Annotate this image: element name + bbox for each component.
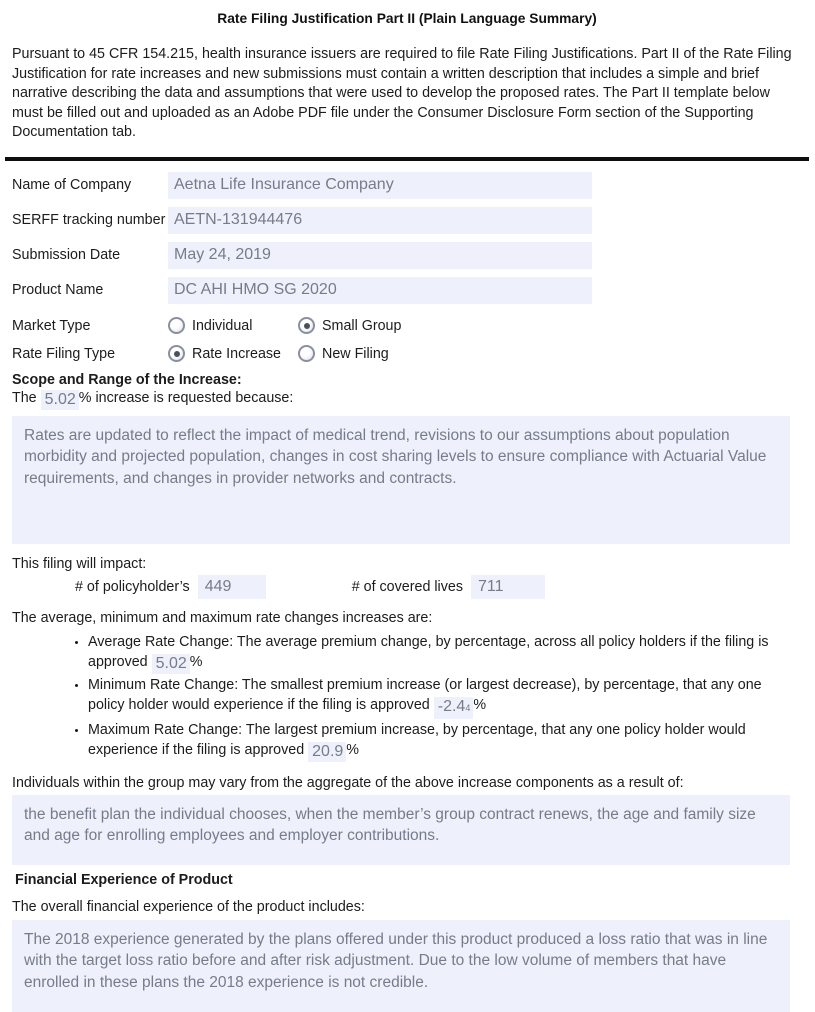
submission-date-label: Submission Date [12,247,121,263]
minimum-rate-change-field[interactable] [434,697,474,719]
impact-counts-row [12,575,802,599]
page-title: Rate Filing Justification Part II (Plain Language Summary) [217,11,597,26]
rate-filing-option-increase [168,345,298,362]
serff-number-field[interactable]: AETN-131944476 [168,207,592,234]
rate-filing-type-label: Rate Filing Type [12,345,116,362]
rate-increase-radio-label: Rate Increase [192,345,282,362]
policyholders-count-field[interactable]: 449 [198,575,266,599]
market-type-option-small-group [298,317,401,334]
product-name-label: Product Name [12,282,104,298]
section-divider [5,157,809,161]
scope-sentence-prefix: The [12,389,37,406]
financial-subheading: The overall financial experience of the product includes: [12,898,365,915]
company-name-label: Name of Company [12,177,132,193]
policyholders-label: # of policyholder’s [75,578,190,595]
serff-number-row [12,207,802,234]
impact-heading: This filing will impact: [12,555,147,572]
individual-radio[interactable] [168,317,185,334]
submission-date-row [12,242,802,269]
maximum-rate-change-text: Maximum Rate Change: The largest premium increase, by percentage, that any one policy holder would experience if the filing is approved [88,721,746,758]
serff-number-label: SERFF tracking number [12,212,166,228]
variation-textarea[interactable]: the benefit plan the individual chooses, when the member’s group contract renews, the age and family size and age for enrolling employees and employer contributions. [12,795,790,865]
company-name-field[interactable]: Aetna Life Insurance Company [168,172,592,199]
average-rate-change-text: Average Rate Change: The average premium change, by percentage, across all policy holders if the filing is approved [88,633,769,670]
small-group-radio-label: Small Group [322,317,402,334]
minimum-rate-change-value: -2.4 [437,697,466,715]
product-name-field[interactable]: DC AHI HMO SG 2020 [168,277,592,304]
maximum-rate-change-field[interactable]: 20.9 [308,742,346,762]
maximum-rate-change-item [88,720,802,762]
submission-date-field[interactable]: May 24, 2019 [168,242,592,269]
rate-filing-option-new [298,345,389,362]
rate-increase-radio[interactable] [168,345,185,362]
new-filing-radio-label: New Filing [322,345,389,362]
rate-changes-heading: The average, minimum and maximum rate changes increases are: [12,609,433,626]
financial-textarea[interactable]: The 2018 experience generated by the plans offered under this product produced a loss ratio that was in line with the target loss ratio before and after risk adjustment. Due to the low volume of members that have enrolled in these plans the 2018 experience is not credible. [12,920,790,1012]
scope-sentence [12,390,802,410]
product-name-row [12,277,802,304]
covered-lives-count-field[interactable]: 711 [471,575,545,599]
market-type-label: Market Type [12,317,91,334]
company-info-form [12,172,802,368]
scope-sentence-suffix: % increase is requested because: [78,389,294,406]
individual-radio-label: Individual [192,317,253,334]
market-type-row [12,312,802,340]
scope-heading: Scope and Range of the Increase: [12,371,242,388]
minimum-rate-change-item [88,675,802,719]
company-name-row [12,172,802,199]
new-filing-radio[interactable] [298,345,315,362]
financial-heading: Financial Experience of Product [15,871,233,888]
minimum-rate-change-clipped-digit: 4 [465,702,471,713]
increase-percentage-field[interactable]: 5.02 [41,390,79,410]
minimum-percent-sign: % [473,696,487,713]
variation-heading: Individuals within the group may vary from the aggregate of the above increase components as a result of: [12,774,684,791]
intro-paragraph: Pursuant to 45 CFR 154.215, health insurance issuers are required to file Rate Filing Justifications. Part II of the Rate Filing Justification for rate increases and new submissions must contain a written description that includes a simple and brief narrative describing the data and assumptions that were used to develop the proposed rates. The Part II template below must be filled out and uploaded as an Adobe PDF file under the Consumer Disclosure Form section of the Supporting Documentation tab. [12,46,792,140]
market-type-option-individual [168,317,298,334]
average-rate-change-field[interactable]: 5.02 [152,654,190,674]
minimum-rate-change-text: Minimum Rate Change: The smallest premium increase (or largest decrease), by percentage, that any one policy holder would experience if the filing is approved [88,676,762,713]
maximum-percent-sign: % [346,741,360,758]
rate-filing-type-row [12,340,802,368]
increase-reason-textarea[interactable]: Rates are updated to reflect the impact of medical trend, revisions to our assumptions about population morbidity and projected population, changes in cost sharing levels to ensure compliance with Actuarial Value requirements, and changes in provider networks and contracts. [12,416,790,544]
small-group-radio[interactable] [298,317,315,334]
average-percent-sign: % [189,653,203,670]
average-rate-change-item [88,632,802,674]
covered-lives-label: # of covered lives [351,578,463,595]
rate-changes-list [12,632,802,762]
